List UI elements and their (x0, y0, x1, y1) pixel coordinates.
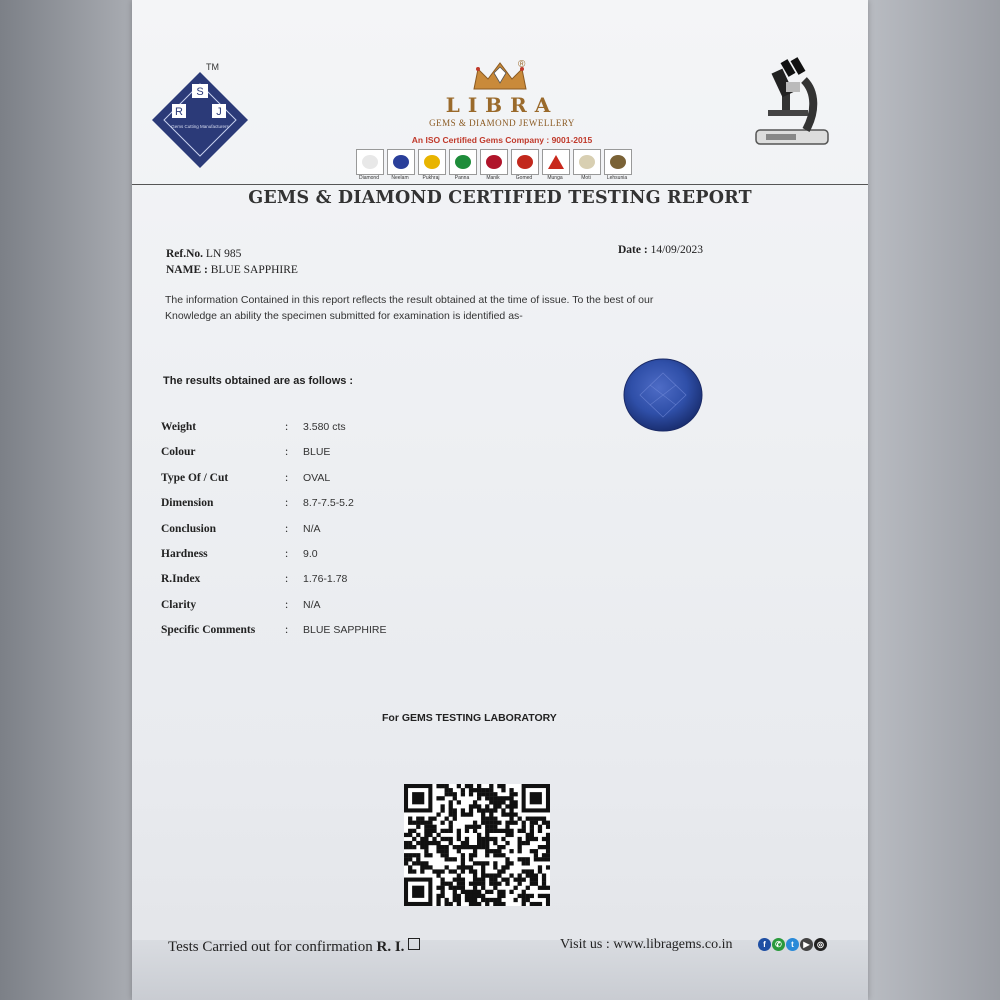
result-value: 1.76-1.78 (303, 573, 348, 586)
result-value: 3.580 cts (303, 421, 346, 433)
ri-label: R. I. (376, 939, 405, 955)
gem-neelam-icon (387, 149, 415, 175)
date-value: 14/09/2023 (650, 244, 703, 256)
registered-mark: ® (518, 59, 526, 70)
name-line (166, 264, 298, 276)
gem-label: Manik (486, 175, 500, 181)
gem-moti-icon (573, 149, 601, 175)
gem-pukhraj-icon (418, 149, 446, 175)
intro-line-2: Knowledge an ability the specimen submitted for examination is identified as- (165, 310, 523, 322)
gem-panna-icon (449, 149, 477, 175)
result-row (161, 624, 521, 649)
header-divider (132, 184, 868, 185)
libra-iso-line: An ISO Certified Gems Company : 9001-2015 (411, 135, 593, 145)
gem-lehsunia-icon (604, 149, 632, 175)
gem-diamond-icon (356, 149, 384, 175)
gem-label: Gomed (515, 175, 533, 181)
srj-tagline: Gems Cutting Manufacturers (171, 124, 229, 129)
gem-label: Munga (547, 175, 563, 181)
ri-checkbox (408, 938, 420, 950)
srj-letter-r: R (175, 106, 183, 118)
srj-letter-s: S (196, 86, 204, 98)
report-title: GEMS & DIAMOND CERTIFIED TESTING REPORT (248, 188, 752, 208)
twitter-icon[interactable]: t (786, 938, 799, 951)
libra-name: LIBRA (445, 93, 559, 117)
result-value: 8.7-7.5-5.2 (303, 497, 354, 510)
laboratory-signature-line: For GEMS TESTING LABORATORY (382, 712, 557, 724)
srj-logo-icon (150, 70, 250, 170)
sapphire-stone-image (622, 355, 704, 437)
result-row (161, 573, 521, 598)
facebook-icon[interactable]: f (758, 938, 771, 951)
gem-gomed-icon (511, 149, 539, 175)
background-left (0, 0, 132, 1000)
intro-line-1: The information Contained in this report reflects the result obtained at the time of issue. To the best of our (165, 294, 654, 306)
result-label: Type Of / Cut (161, 471, 229, 484)
result-row (161, 599, 521, 624)
result-colon: : (285, 573, 289, 586)
srj-letter-j: J (216, 106, 222, 118)
gem-label: Lehsunia (606, 175, 628, 181)
ref-label: Ref.No. (166, 248, 204, 260)
result-row (161, 472, 521, 497)
microscope-icon (746, 52, 836, 152)
result-value: N/A (303, 598, 321, 611)
gem-label: Pukhraj (422, 175, 440, 181)
result-value: BLUE SAPPHIRE (303, 624, 387, 637)
result-label: Clarity (161, 598, 197, 611)
libra-subtitle: GEMS & DIAMOND JEWELLERY (429, 118, 575, 128)
result-row (161, 548, 521, 573)
name-label: NAME : (166, 264, 208, 276)
result-label: Conclusion (161, 522, 216, 535)
result-label: Colour (161, 446, 196, 459)
gem-munga-icon (542, 149, 570, 175)
name-value: BLUE SAPPHIRE (210, 264, 298, 276)
result-colon: : (285, 522, 289, 535)
gem-label: Moti (581, 175, 591, 181)
intro-paragraph (165, 292, 785, 324)
result-row (161, 523, 521, 548)
date-line (618, 244, 703, 256)
result-label: Dimension (161, 497, 214, 510)
result-row (161, 497, 521, 522)
result-colon: : (285, 446, 289, 459)
gem-label: Diamond (358, 175, 379, 181)
qr-code-image[interactable] (404, 784, 550, 906)
result-label: Hardness (161, 547, 208, 560)
result-colon: : (285, 598, 289, 611)
result-row (161, 446, 521, 471)
result-value: BLUE (303, 446, 331, 459)
result-value: OVAL (303, 471, 331, 484)
result-colon: : (285, 497, 289, 510)
certificate-paper (132, 0, 868, 1000)
result-value: N/A (303, 522, 321, 535)
background-right (866, 0, 1000, 1000)
result-value: 9.0 (303, 547, 318, 560)
gem-icon-row (356, 149, 636, 185)
result-row (161, 421, 521, 446)
whatsapp-icon[interactable]: ✆ (772, 938, 785, 951)
footer-tests-line (168, 938, 420, 956)
tests-text: Tests Carried out for confirmation (168, 939, 373, 955)
ref-value: LN 985 (205, 248, 242, 260)
gem-label: Neelam (391, 175, 409, 181)
youtube-icon[interactable]: ▶ (800, 938, 813, 951)
result-label: Specific Comments (161, 624, 256, 637)
result-colon: : (285, 471, 289, 484)
gem-manik-icon (480, 149, 508, 175)
gem-label: Panna (454, 175, 470, 181)
result-colon: : (285, 624, 289, 637)
result-label: Weight (161, 421, 197, 433)
trademark-mark: TM (206, 62, 219, 72)
result-colon: : (285, 421, 289, 433)
result-label: R.Index (161, 573, 201, 586)
results-table (161, 421, 521, 650)
result-colon: : (285, 547, 289, 560)
ref-line (166, 248, 241, 260)
instagram-icon[interactable]: ◎ (814, 938, 827, 951)
date-label: Date : (618, 244, 648, 256)
visit-website-text[interactable]: Visit us : www.libragems.co.in (560, 937, 733, 952)
results-heading: The results obtained are as follows : (163, 375, 354, 387)
